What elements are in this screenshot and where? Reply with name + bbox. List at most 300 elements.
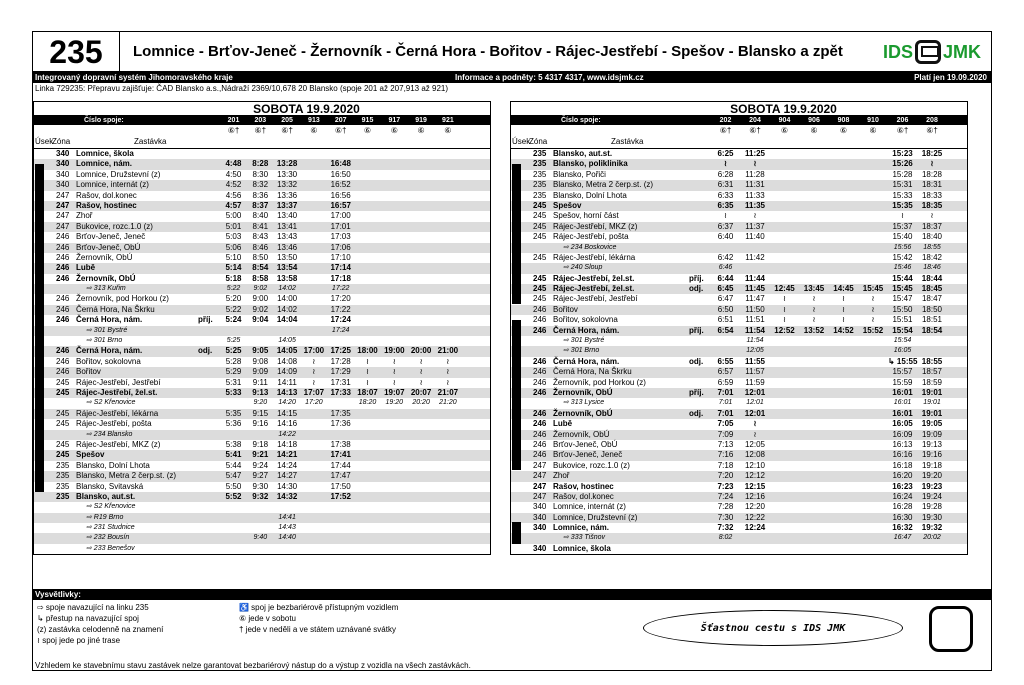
- departure-time: 9:05: [252, 346, 269, 356]
- stop-name: Blansko, Metra 2 čerp.st. (z): [76, 471, 177, 481]
- departure-time: 16:23: [892, 481, 913, 491]
- departure-time: 19:00: [384, 346, 405, 356]
- departure-time: 14:15: [277, 408, 298, 418]
- departure-time: ≀: [419, 367, 423, 377]
- table-row: [511, 274, 967, 284]
- departure-time: 11:33: [745, 190, 765, 200]
- departure-time: 7:24: [717, 491, 734, 501]
- stop-name: Rašov, hostinec: [553, 481, 614, 491]
- departure-time: ≀: [366, 356, 369, 366]
- departure-time: 20:02: [923, 534, 941, 542]
- departure-time: ≀: [724, 159, 727, 169]
- departure-time: 17:38: [330, 439, 351, 449]
- stop-name: Blansko, Pořiči: [553, 169, 606, 179]
- departure-time: 8:28: [252, 159, 269, 169]
- departure-time: 5:24: [225, 315, 242, 325]
- departure-time: 14:22: [278, 430, 296, 438]
- stop-name: Černá Hora, Na Škrku: [553, 367, 632, 377]
- stop-name: Bukovice, rozc.1.0 (z): [553, 460, 630, 470]
- table-row: [511, 315, 967, 325]
- departure-time: ≀: [312, 367, 316, 377]
- day-label: SOBOTA 19.9.2020: [253, 102, 360, 116]
- departure-time: 16:52: [330, 180, 351, 190]
- departure-time: 6:57: [717, 367, 734, 377]
- departure-time: 19:13: [921, 439, 943, 449]
- departure-time: 17:00: [330, 211, 351, 221]
- departure-time: 15:40: [892, 232, 913, 242]
- departure-time: 8:40: [252, 211, 269, 221]
- departure-time: 9:08: [252, 356, 269, 366]
- arr-dep-label: příj.: [689, 325, 704, 335]
- departure-time: 9:32: [252, 491, 269, 501]
- day-mark: ⑥: [444, 126, 452, 135]
- trip-number: 913: [308, 117, 320, 124]
- departure-time: 16:47: [893, 534, 912, 542]
- zone-label: Zóna: [529, 137, 548, 146]
- departure-time: ≀: [930, 159, 934, 169]
- legend-item: † jede v neděli a ve státem uznávané svátky: [239, 625, 396, 634]
- section-marker: [512, 522, 521, 544]
- zone: 246: [56, 315, 70, 325]
- departure-time: ≀: [366, 367, 369, 377]
- zone: 235: [533, 159, 547, 169]
- stop-name: ⇨ 233 Benešov: [86, 544, 135, 552]
- departure-time: 13:37: [276, 200, 298, 210]
- departure-time: 5:50: [225, 481, 242, 491]
- departure-time: ≀: [812, 315, 816, 325]
- departure-time: 11:31: [745, 180, 765, 190]
- departure-time: 9:15: [252, 408, 269, 418]
- zone: 245: [533, 232, 547, 242]
- stop-name: Žernovník, pod Horkou (z): [553, 377, 646, 387]
- stop-name: ⇨ S2 Křenovice: [86, 399, 136, 407]
- zone: 246: [533, 429, 547, 439]
- timetable-frame: [32, 31, 992, 671]
- departure-time: 17:24: [331, 326, 350, 334]
- departure-time: 15:56: [893, 243, 912, 251]
- table-row: [511, 284, 967, 294]
- stop-name: Žernovník, ObÚ: [76, 252, 133, 262]
- departure-time: ↳ 15:55: [888, 356, 918, 366]
- departure-time: 16:28: [892, 502, 913, 512]
- table-row: [34, 305, 490, 315]
- departure-time: 17:50: [330, 481, 351, 491]
- table-row: [34, 253, 490, 263]
- departure-time: 11:50: [745, 304, 765, 314]
- departure-time: 5:00: [225, 211, 242, 221]
- trip-number: 206: [896, 117, 909, 124]
- zone: 246: [533, 367, 547, 377]
- legend-item: ⇨ spoje navazující na linku 235: [37, 603, 149, 612]
- departure-time: 12:01: [744, 408, 766, 418]
- departure-time: 14:02: [278, 285, 296, 293]
- table-row: [34, 294, 490, 304]
- departure-time: ≀: [419, 377, 423, 387]
- departure-time: 5:35: [225, 408, 242, 418]
- zone: 340: [533, 523, 547, 533]
- table-row: [511, 201, 967, 211]
- departure-time: 17:52: [330, 491, 351, 501]
- zone: 340: [533, 543, 547, 553]
- departure-time: 15:50: [892, 304, 913, 314]
- departure-time: 6:33: [717, 190, 734, 200]
- arr-dep-label: příj.: [689, 273, 704, 283]
- stop-name: Rájec-Jestřebí, žel.st.: [553, 284, 635, 294]
- departure-time: 12:52: [774, 325, 795, 335]
- departure-time: 5:47: [225, 471, 242, 481]
- departure-time: 5:22: [225, 304, 242, 314]
- zone: 340: [56, 149, 70, 158]
- stop-name: ⇨ S2 Křenovice: [86, 503, 136, 511]
- departure-time: 17:36: [330, 419, 351, 429]
- stop-name: Černá Hora, nám.: [553, 356, 620, 366]
- departure-time: 6:59: [717, 377, 734, 387]
- departure-time: 13:30: [277, 169, 298, 179]
- table-row: [34, 450, 490, 460]
- departure-time: 14:11: [277, 377, 297, 387]
- departure-time: 6:54: [717, 325, 734, 335]
- departure-time: 7:13: [717, 439, 734, 449]
- table-row: [511, 388, 967, 398]
- departure-time: ≀: [724, 211, 727, 221]
- info-bar: [33, 72, 991, 83]
- departure-time: 13:54: [276, 263, 298, 273]
- departure-time: 18:55: [923, 243, 941, 251]
- departure-time: 16:32: [892, 523, 913, 533]
- zone: 245: [56, 377, 70, 387]
- stop-name: Lomnice, škola: [76, 149, 134, 158]
- departure-time: 14:05: [276, 346, 298, 356]
- zone: 245: [56, 439, 70, 449]
- departure-time: 7:01: [717, 387, 734, 397]
- table-row: [511, 502, 967, 512]
- departure-time: 18:51: [921, 315, 943, 325]
- zone: 340: [533, 502, 547, 512]
- table-row: [511, 346, 967, 356]
- departure-time: 11:37: [745, 221, 765, 231]
- table-row: [511, 430, 967, 440]
- departure-time: 6:31: [717, 180, 734, 190]
- timetable-outbound: [33, 101, 491, 555]
- day-mark: ⑥: [810, 126, 818, 135]
- zone: 340: [56, 159, 70, 169]
- departure-time: 14:18: [277, 439, 298, 449]
- day-mark: ⑥†: [896, 126, 909, 135]
- legend-title: Vysvětlivky:: [33, 590, 991, 600]
- table-row: [34, 367, 490, 377]
- departure-time: 14:24: [277, 460, 298, 470]
- departure-time: 6:51: [717, 315, 734, 325]
- departure-time: 16:05: [892, 419, 913, 429]
- departure-time: 11:40: [745, 232, 765, 242]
- stop-name: Rájec-Jestřebí, MKZ (z): [553, 221, 638, 231]
- table-row: [511, 440, 967, 450]
- route-title: Lomnice - Brťov-Jeneč - Žernovník - Černá Hora - Bořitov - Rájec-Jestřebí - Spešov - Blansko a zpět: [133, 43, 843, 60]
- trip-number-row: [511, 116, 967, 125]
- zone: 235: [56, 481, 70, 491]
- departure-time: 15:23: [892, 149, 913, 158]
- zone: 246: [533, 387, 547, 397]
- table-row: [34, 398, 490, 408]
- stop-name: Bořitov, sokolovna: [553, 315, 618, 325]
- departure-time: 5:20: [225, 294, 242, 304]
- departure-time: ≀: [812, 294, 816, 304]
- departure-time: 15:59: [892, 377, 913, 387]
- stop-name: Černá Hora, nám.: [76, 315, 143, 325]
- zone: 246: [533, 419, 547, 429]
- stop-name: ⇨ 301 Brno: [563, 347, 600, 355]
- departure-time: 14:52: [833, 325, 854, 335]
- departure-time: 12:15: [744, 481, 766, 491]
- departure-time: 9:02: [253, 285, 268, 293]
- departure-time: 13:32: [277, 180, 298, 190]
- table-row: [34, 326, 490, 336]
- stop-name: ⇨ 333 Tišnov: [563, 534, 605, 542]
- zone: 247: [533, 481, 547, 491]
- departure-time: 14:30: [277, 481, 298, 491]
- departure-time: 14:02: [277, 304, 298, 314]
- departure-time: 14:27: [277, 471, 298, 481]
- section-label: Úsek: [35, 137, 54, 146]
- day-mark: ⑥: [417, 126, 425, 135]
- departure-time: 7:30: [717, 512, 734, 522]
- table-row: [34, 336, 490, 346]
- departure-time: 13:46: [277, 242, 298, 252]
- stop-name: Spešov: [76, 450, 105, 460]
- table-row: [34, 461, 490, 471]
- stop-name: ⇨ 234 Blansko: [86, 430, 133, 438]
- departure-time: 15:35: [892, 200, 913, 210]
- bus-icon: [915, 40, 941, 64]
- stop-name: Lomnice, Družstevní (z): [553, 512, 638, 522]
- arr-dep-label: příj.: [689, 387, 704, 397]
- zone: 235: [533, 190, 547, 200]
- departure-time: 7:18: [717, 460, 734, 470]
- departure-time: 6:47: [717, 294, 734, 304]
- trip-number: 906: [808, 117, 820, 124]
- valid-date: Platí jen 19.09.2020: [914, 73, 987, 82]
- departure-time: 8:30: [252, 169, 269, 179]
- departure-time: 13:52: [803, 325, 825, 335]
- table-row: [511, 450, 967, 460]
- header: [33, 32, 991, 72]
- stop-name: Rájec-Jestřebí, lékárna: [76, 408, 159, 418]
- trip-number: 208: [926, 117, 938, 124]
- column-header-row: [511, 125, 967, 149]
- stop-label: Zastávka: [134, 137, 167, 146]
- departure-time: 16:57: [330, 200, 351, 210]
- arr-dep-label: odj.: [689, 356, 704, 366]
- departure-time: 12:22: [744, 512, 766, 522]
- table-row: [511, 523, 967, 533]
- departure-time: 14:20: [278, 399, 296, 407]
- table-row: [511, 253, 967, 263]
- table-row: [511, 419, 967, 429]
- stop-name: Rájec-Jestřebí, pošta: [553, 232, 629, 242]
- stop-name: Rájec-Jestřebí, Jestřebí: [553, 294, 638, 304]
- zone: 246: [56, 304, 70, 314]
- departure-time: 19:01: [921, 408, 943, 418]
- legend: [33, 589, 991, 671]
- departure-time: 18:55: [921, 356, 943, 366]
- departure-time: 5:31: [225, 377, 242, 387]
- departure-time: 13:41: [277, 221, 298, 231]
- departure-time: 8:58: [252, 273, 269, 283]
- departure-time: 16:56: [330, 190, 351, 200]
- day-label: SOBOTA 19.9.2020: [730, 102, 837, 116]
- table-row: [34, 482, 490, 492]
- departure-time: 16:01: [892, 387, 913, 397]
- zone: 340: [56, 169, 70, 179]
- departure-time: 14:21: [276, 450, 298, 460]
- table-row: [511, 336, 967, 346]
- table-row: [34, 544, 490, 554]
- zone: 235: [533, 149, 547, 158]
- departure-time: 17:18: [330, 273, 351, 283]
- stop-name: Lubě: [76, 263, 96, 273]
- departure-time: 18:57: [921, 367, 943, 377]
- departure-time: ≀: [842, 294, 845, 304]
- arr-dep-label: odj.: [689, 284, 704, 294]
- trip-number: 204: [749, 117, 761, 124]
- day-mark: ⑥: [363, 126, 372, 135]
- departure-time: 17:47: [330, 471, 351, 481]
- departure-time: 7:16: [717, 450, 734, 460]
- table-row: [34, 222, 490, 232]
- zone: 245: [56, 408, 70, 418]
- departure-time: 5:03: [225, 232, 242, 242]
- stop-name: Lomnice, internát (z): [76, 180, 149, 190]
- zone: 246: [533, 377, 547, 387]
- stop-name: Rašov, dol.konec: [553, 491, 614, 501]
- zone: 246: [533, 408, 547, 418]
- zone: 245: [533, 284, 547, 294]
- departure-time: 14:00: [277, 294, 298, 304]
- departure-time: 15:42: [892, 252, 913, 262]
- departure-time: 16:01: [892, 408, 913, 418]
- departure-time: 5:14: [225, 263, 242, 273]
- departure-time: 7:05: [717, 419, 734, 429]
- departure-time: 15:57: [892, 367, 913, 377]
- departure-time: 19:18: [921, 460, 943, 470]
- departure-time: 18:25: [921, 149, 943, 158]
- departure-time: 18:47: [921, 294, 943, 304]
- zone: 245: [533, 221, 547, 231]
- departure-time: 9:02: [252, 304, 269, 314]
- departure-time: 16:48: [330, 159, 351, 169]
- zone: 245: [56, 387, 70, 397]
- stop-name: Černá Hora, nám.: [553, 325, 620, 335]
- table-row: [34, 191, 490, 201]
- departure-time: 6:55: [717, 356, 734, 366]
- legend-item: (z) zastávka celodenně na znamení: [37, 625, 164, 634]
- zone: 247: [533, 460, 547, 470]
- zone: 235: [533, 169, 547, 179]
- departure-time: 12:16: [744, 491, 766, 501]
- departure-time: 6:28: [717, 169, 734, 179]
- departure-time: 15:51: [892, 315, 913, 325]
- zone: 246: [56, 346, 70, 356]
- departure-time: 19:32: [921, 523, 943, 533]
- departure-time: 13:45: [803, 284, 825, 294]
- contact-info: Informace a podněty: 5 4317 4317, www.idsjmk.cz: [455, 73, 644, 82]
- zone: 247: [533, 471, 547, 481]
- departure-time: 7:01: [717, 408, 734, 418]
- departure-time: 18:31: [921, 180, 943, 190]
- departure-time: ≀: [312, 356, 316, 366]
- departure-time: 11:35: [744, 200, 766, 210]
- departure-time: 4:52: [225, 180, 242, 190]
- table-row: [34, 523, 490, 533]
- departure-time: 14:41: [278, 513, 296, 521]
- table-row: [511, 378, 967, 388]
- table-row: [34, 180, 490, 190]
- departure-time: 9:40: [253, 534, 268, 542]
- zone: 246: [533, 304, 547, 314]
- stop-name: ⇨ R19 Brno: [86, 513, 124, 521]
- stop-name: ⇨ 301 Bystré: [563, 337, 605, 345]
- stop-name: ⇨ 234 Boskovice: [563, 243, 617, 251]
- departure-time: 16:05: [893, 347, 912, 355]
- zone: 245: [533, 273, 547, 283]
- departure-time: 17:20: [330, 294, 351, 304]
- table-row: [511, 357, 967, 367]
- table-row: [34, 284, 490, 294]
- carrier-info: Linka 729235: Přepravu zajišťuje: ČAD Blansko a.s.,Nádraží 2369/10,678 20 Blansko (spoje 201 až 207,913 až 921): [35, 84, 449, 93]
- departure-time: 5:01: [225, 221, 242, 231]
- departure-time: 6:35: [717, 200, 734, 210]
- section-marker: [512, 164, 521, 304]
- departure-time: 11:54: [746, 337, 764, 345]
- table-row: [34, 513, 490, 523]
- departure-time: 15:33: [892, 190, 913, 200]
- table-row: [511, 159, 967, 169]
- trip-number: 207: [334, 117, 347, 124]
- arr-dep-label: odj.: [689, 408, 704, 418]
- departure-time: 8:37: [252, 200, 269, 210]
- departure-time: 17:33: [330, 387, 351, 397]
- departure-time: 19:05: [921, 419, 943, 429]
- departure-time: 9:11: [252, 377, 268, 387]
- departure-time: ≀: [901, 211, 904, 221]
- table-row: [34, 170, 490, 180]
- zone: 246: [533, 356, 547, 366]
- stop-name: Blansko, aut.st.: [76, 491, 136, 501]
- departure-time: ≀: [783, 304, 786, 314]
- departure-time: 18:20: [358, 399, 377, 407]
- table-row: [34, 159, 490, 169]
- table-row: [511, 180, 967, 190]
- table-row: [511, 222, 967, 232]
- departure-time: 16:18: [892, 460, 913, 470]
- departure-time: 19:30: [921, 512, 943, 522]
- departure-time: 14:09: [277, 367, 298, 377]
- table-row: [511, 326, 967, 336]
- departure-time: 20:00: [410, 346, 432, 356]
- trip-number: 919: [415, 117, 427, 124]
- stop-name: Rájec-Jestřebí, žel.st.: [553, 273, 635, 283]
- departure-time: 12:01: [744, 387, 766, 397]
- zone: 245: [56, 419, 70, 429]
- departure-time: 17:14: [330, 263, 351, 273]
- departure-time: 15:47: [892, 294, 913, 304]
- departure-time: 11:54: [744, 325, 766, 335]
- departure-time: 6:42: [717, 252, 734, 262]
- trip-number: 203: [254, 117, 267, 124]
- departure-time: 15:31: [892, 180, 913, 190]
- stop-name: Rájec-Jestřebí, lékárna: [553, 252, 636, 262]
- departure-time: 12:12: [744, 471, 766, 481]
